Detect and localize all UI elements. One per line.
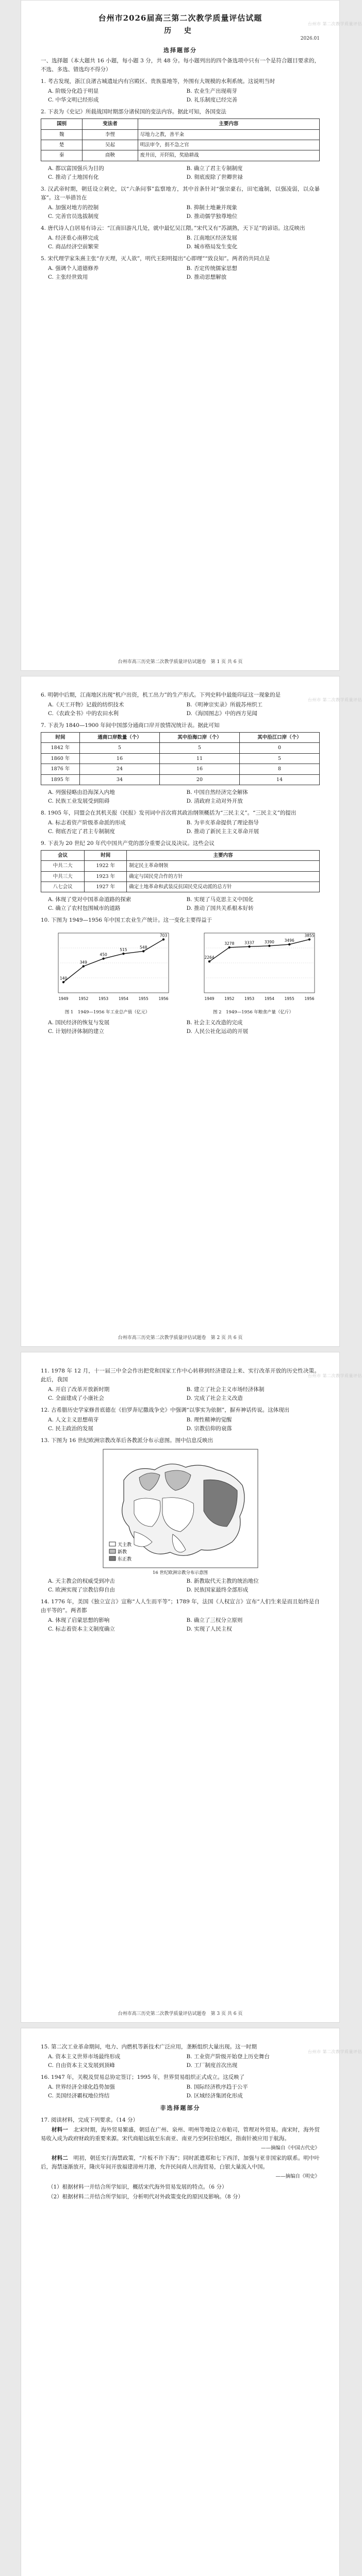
table-cell: 5 <box>239 753 319 764</box>
page-2 <box>21 676 362 1347</box>
question-options <box>48 1416 320 1433</box>
sub-question: （1）根据材料一并结合所学知识，概括宋代海外贸易发展的特点。（6 分） <box>48 2183 227 2190</box>
x-tick-label: 1949 <box>58 996 69 1002</box>
table-cell: 11 <box>159 753 239 764</box>
section-heading: 选择题部分 <box>163 46 197 54</box>
x-tick-label: 1954 <box>264 996 274 1002</box>
option-c[interactable]: C. 民主政治的发展 <box>48 1426 93 1432</box>
table-cell: 八七会议 <box>41 882 85 892</box>
option-d[interactable]: D. 推动儒学独尊地位 <box>186 213 238 219</box>
option-a[interactable]: A. 强调个人道德修养 <box>48 265 99 272</box>
data-point <box>228 946 231 948</box>
option-b[interactable]: B. 理性精神的觉醒 <box>186 1417 232 1423</box>
table-header: 其中沿江口岸（个） <box>239 733 319 743</box>
data-label: 3390 <box>264 940 274 945</box>
question-options <box>48 234 320 251</box>
question-options <box>48 2053 320 2070</box>
question-stem: 15. 第二次工业革命期间，电力、内燃机等新技术广泛应用，垄断组织大量出现。这一时期 <box>41 2044 257 2050</box>
question-stem: 7. 下表为 1840—1900 年间中国部分通商口岸开放情况统计表。据此可知 <box>41 722 220 728</box>
option-c[interactable]: C. 商品经济空前繁荣 <box>48 243 99 250</box>
table-row <box>41 882 320 892</box>
x-tick-label: 1956 <box>304 996 315 1002</box>
data-label: 349 <box>79 960 87 965</box>
chart-title: 图 1 1949—1956 年工业总产值（亿元） <box>64 1010 150 1015</box>
chart-industry <box>41 928 174 1016</box>
exam-subject: 历 史 <box>164 27 196 36</box>
table-row <box>41 764 320 774</box>
legend-swatch-catholic <box>109 1542 116 1546</box>
table-row <box>41 871 320 882</box>
option-b[interactable]: B. 抑制土地兼并现象 <box>186 204 237 211</box>
option-c[interactable]: C. 彻底否定了君主专制制度 <box>48 828 115 835</box>
option-d[interactable]: D. 区域经济集团化形成 <box>186 2093 243 2099</box>
data-point <box>122 953 124 955</box>
table-cell: 制定民主革命纲领 <box>127 861 320 871</box>
legend-swatch-orthodox <box>109 1556 116 1561</box>
x-tick-label: 1952 <box>224 996 235 1002</box>
x-tick-label: 1949 <box>204 996 215 1002</box>
data-point <box>288 943 290 945</box>
data-point <box>142 950 144 952</box>
table-cell: 废井田，开阡陌，奖励耕战 <box>138 150 319 161</box>
europe-map <box>41 1449 320 1568</box>
option-c[interactable]: C. 标志着资本主义制度确立 <box>48 1625 115 1632</box>
option-a[interactable]: A. 人文主义思想萌芽 <box>48 1417 99 1423</box>
option-a[interactable]: A. 开启了改革开放新时期 <box>48 1386 110 1393</box>
question-stem: 17. 阅读材料，完成下列要求。（14 分） <box>41 2116 138 2123</box>
question-options <box>48 164 320 182</box>
table-cell: 中共三大 <box>41 871 85 882</box>
option-b[interactable]: B. 新教取代天主教的统治地位 <box>186 1578 259 1584</box>
question-stem: 12. 古希腊历史学家修昔底德在《伯罗奔尼撒战争史》中强调“以事实为依据”，摒弃神话传说。这体现出 <box>41 1407 290 1413</box>
material-paragraph <box>41 2154 320 2172</box>
option-d[interactable]: D. 人民公社化运动的开展 <box>186 1028 249 1035</box>
data-label: 2264 <box>204 955 215 960</box>
table-cell: 明法审令，捐不急之官 <box>138 140 319 150</box>
table-header: 变法者 <box>83 119 138 129</box>
table-cell: 1876 年 <box>41 764 80 774</box>
question-table <box>41 118 320 161</box>
question-stem: 14. 1776 年，美国《独立宣言》宣称“人人生而平等”；1789 年，法国《人权宣言》宣布“人们生来是而且始终是自由平等的”。两者都 <box>41 1598 320 1614</box>
table-cell: 8 <box>239 764 319 774</box>
option-d[interactable]: D. 清政府主动对外开放 <box>186 798 243 804</box>
data-label: 548 <box>140 945 147 950</box>
option-c[interactable]: C. 中华文明已经形成 <box>48 97 99 104</box>
table-cell: 16 <box>159 764 239 774</box>
question-stem: 13. 下图为 16 世纪欧洲宗教改革后各教派分布示意图。图中信息反映出 <box>41 1437 213 1444</box>
question-options <box>48 701 320 718</box>
option-d[interactable]: D. 城市格局发生变化 <box>186 243 238 250</box>
option-a[interactable]: A. 国民经济的恢复与发展 <box>48 1020 110 1026</box>
table-header: 主要内容 <box>127 850 320 860</box>
data-point <box>62 981 64 984</box>
exam-title: 台州市2026届高三第二次教学质量评估试题 <box>98 13 262 23</box>
option-c[interactable]: C. 推动了土地国有化 <box>48 174 99 180</box>
table-cell: 1923 年 <box>85 871 127 882</box>
option-c[interactable]: C. 全面建成了小康社会 <box>48 1395 104 1401</box>
question-stem: 1. 考古发现，浙江良渚古城遗址内有宫殿区、贵族墓地等，外围有大规模的水利系统。这说明当时 <box>41 78 275 85</box>
option-a[interactable]: A. 资本主义世界市场最终形成 <box>48 2054 121 2060</box>
legend-swatch-protestant <box>109 1549 116 1553</box>
table-cell: 1895 年 <box>41 774 80 785</box>
table-cell: 确定与国民党合作的方针 <box>127 871 320 882</box>
table-row <box>41 140 320 150</box>
material-source: ——摘编自《中国古代史》 <box>260 2145 320 2151</box>
option-c[interactable]: C. 美国经济霸权地位终结 <box>48 2093 110 2099</box>
question-stem: 6. 明朝中后期，江南地区出现“机户出资，机工出力”的生产形式。下列史料中最能印证这一现象的是 <box>41 692 281 698</box>
table-row <box>41 743 320 753</box>
exam-date: 2026.01 <box>300 36 320 41</box>
table-header: 会议 <box>41 850 85 860</box>
data-point <box>308 939 310 941</box>
option-a[interactable]: A. 体现了党对中国革命道路的探索 <box>48 896 131 903</box>
option-a[interactable]: A. 体现了启蒙思想的影响 <box>48 1617 110 1623</box>
question-options <box>48 1019 320 1036</box>
table-cell: 24 <box>79 764 159 774</box>
option-d[interactable]: D. 工厂制度首次出现 <box>186 2062 238 2069</box>
table-cell: 李悝 <box>83 129 138 140</box>
option-c[interactable]: C. 计划经济体制的建立 <box>48 1028 104 1035</box>
side-watermark: 台州市 第二次教学质量评估 <box>307 2049 362 2054</box>
option-b[interactable]: B. 建立了社会主义市场经济体制 <box>186 1386 265 1393</box>
option-b[interactable]: B. 工业资产阶级开始登上历史舞台 <box>186 2054 270 2060</box>
table-cell: 吴起 <box>83 140 138 150</box>
question-stem: 8. 1905 年，同盟会在其机关报《民报》发刊词中首次将其政治纲领概括为“三民主义”。“三民主义”的提出 <box>41 809 297 816</box>
option-d[interactable]: D. 推动了新民主主义革命开展 <box>186 828 259 835</box>
side-watermark: 台州市 第二次教学质量评估 <box>307 1374 362 1378</box>
option-b[interactable]: B. 社会主义改造的完成 <box>186 1020 243 1026</box>
option-a[interactable]: A. 都以富国强兵为目的 <box>48 165 104 172</box>
option-c[interactable]: C. 完善官员选拔制度 <box>48 213 99 219</box>
question-options <box>48 2083 320 2100</box>
option-d[interactable]: D. 实现了人民主权 <box>186 1625 232 1632</box>
option-d[interactable]: D. 推动了国共关系根本好转 <box>186 905 254 912</box>
table-cell: 秦 <box>41 150 83 161</box>
question-stem: 16. 1947 年，关税及贸易总协定签订；1995 年，世界贸易组织正式成立。这反映了 <box>41 2074 245 2080</box>
legend-catholic: 天主教 <box>117 1543 131 1548</box>
chart-title: 图 2 1949—1956 年粮食产量（亿斤） <box>212 1010 294 1015</box>
table-cell: 1927 年 <box>85 882 127 892</box>
question-options <box>48 204 320 221</box>
table-cell: 0 <box>239 743 319 753</box>
option-a[interactable]: A. 经济重心南移完成 <box>48 234 99 241</box>
section-instructions: 一、选择题（本大题共 16 小题，每小题 3 分，共 48 分。每小题列出的四个备选项中只有一个是符合题目要求的，不选、多选、错选均不得分） <box>41 58 320 73</box>
data-point <box>83 965 85 968</box>
data-point <box>102 958 104 960</box>
question-options <box>48 819 320 836</box>
table-cell: 1922 年 <box>85 861 127 871</box>
x-tick-label: 1952 <box>78 996 89 1002</box>
table-cell: 确定土地革命和武装反抗国民党反动派的总方针 <box>127 882 320 892</box>
table-cell: 楚 <box>41 140 83 150</box>
charts-row <box>41 928 320 1016</box>
question-options <box>48 264 320 282</box>
table-cell: 1842 年 <box>41 743 80 753</box>
data-label: 140 <box>59 976 68 981</box>
table-cell: 14 <box>239 774 319 785</box>
question-options <box>48 895 320 913</box>
exam-document <box>21 0 362 2576</box>
table-cell: 20 <box>159 774 239 785</box>
question-options <box>48 1577 320 1595</box>
table-header: 时间 <box>85 850 127 860</box>
data-label: 703 <box>159 933 168 938</box>
page-footer: 台州市高三历史第二次教学质量评估试题卷 第 2 页 共 6 页 <box>118 1335 243 1341</box>
question-stem: 11. 1978 年 12 月，十一届三中全会作出把党和国家工作中心转移到经济建设上来、实行改革开放的历史性决策。此后，我国 <box>41 1368 320 1383</box>
data-point <box>162 939 164 941</box>
question-options <box>48 788 320 806</box>
data-label: 515 <box>120 947 127 953</box>
option-b[interactable]: B. 江南地区经济发展 <box>186 234 237 241</box>
option-a[interactable]: A. 世界经济全球化趋势加强 <box>48 2084 115 2090</box>
option-b[interactable]: B.《明神宗实录》所载苏州织工 <box>186 702 263 708</box>
table-cell: 16 <box>79 753 159 764</box>
data-label: 3337 <box>244 940 255 945</box>
table-row <box>41 129 320 140</box>
option-d[interactable]: D. 礼乐制度已经完善 <box>186 97 238 104</box>
option-d[interactable]: D.《海国图志》中的西方见闻 <box>186 710 257 717</box>
table-cell: 商鞅 <box>83 150 138 161</box>
data-point <box>208 960 210 962</box>
option-d[interactable]: D. 彻底废除了世卿世禄 <box>186 174 243 180</box>
option-d[interactable]: D. 民族国家最终全部形成 <box>186 1586 249 1593</box>
data-point <box>268 945 270 947</box>
question-options <box>48 1616 320 1634</box>
page-footer: 台州市高三历史第二次教学质量评估试题卷 第 1 页 共 6 页 <box>118 659 243 665</box>
option-c[interactable]: C. 主张经世致用 <box>48 274 88 280</box>
question-stem: 2. 下表为《史记》所载战国时期部分诸侯国的变法内容。据此可知，各国变法 <box>41 109 226 115</box>
map-caption: 16 世纪欧洲宗教分布示意图 <box>152 1570 208 1575</box>
option-a[interactable]: A. 阶级分化趋于明显 <box>48 88 99 95</box>
table-header: 国别 <box>41 119 83 129</box>
data-point <box>248 946 250 948</box>
page-3 <box>21 1352 362 2023</box>
table-cell: 5 <box>159 743 239 753</box>
table-cell: 1860 年 <box>41 753 80 764</box>
question-table <box>41 850 320 893</box>
europe-religion-map <box>103 1449 258 1568</box>
line-chart-grain <box>187 928 320 1005</box>
page-footer: 台州市高三历史第二次教学质量评估试题卷 第 3 页 共 6 页 <box>118 2011 243 2017</box>
question-stem: 3. 汉武帝时期，朝廷设立刺史，以“六条问事”监察地方，其中首条针对“强宗豪右，田宅逾制，以强凌弱，以众暴寡”。这一举措旨在 <box>41 185 320 201</box>
option-c[interactable]: C.《农政全书》中的农田水利 <box>48 710 119 717</box>
question-stem: 9. 下表为 20 世纪 20 年代中国共产党的部分重要会议及决议。这些会议 <box>41 840 215 846</box>
option-b[interactable]: B. 中国自然经济完全解体 <box>186 789 248 795</box>
option-a[interactable]: A. 天主教会的权威受到冲击 <box>48 1578 115 1584</box>
x-tick-label: 1955 <box>138 996 149 1002</box>
table-row <box>41 753 320 764</box>
table-cell: 5 <box>79 743 159 753</box>
option-b[interactable]: B. 实现了马克思主义中国化 <box>186 896 254 903</box>
data-label: 3855 <box>304 933 315 938</box>
table-header: 其中沿海口岸（个） <box>159 733 239 743</box>
x-tick-label: 1955 <box>284 996 294 1002</box>
x-tick-label: 1956 <box>158 996 169 1002</box>
table-cell: 34 <box>79 774 159 785</box>
option-b[interactable]: B. 国际经济秩序趋于公平 <box>186 2084 248 2090</box>
option-b[interactable]: B. 为辛亥革命提供了理论指导 <box>186 819 259 826</box>
table-header: 时间 <box>41 733 80 743</box>
option-c[interactable]: C. 自由资本主义发展到顶峰 <box>48 2062 115 2069</box>
table-header: 主要内容 <box>138 119 319 129</box>
option-a[interactable]: A. 加强对地方的控制 <box>48 204 99 211</box>
question-stem: 4. 唐代诗人白居易有诗云：“江南旧游凡几处，就中最忆吴江隈。”宋代又有“苏湖熟，天下足”的谚语。这反映出 <box>41 225 305 231</box>
question-options <box>48 1385 320 1403</box>
option-c[interactable]: C. 欧洲实现了宗教信仰自由 <box>48 1586 115 1593</box>
material-label: 材料二 <box>52 2155 68 2162</box>
chart-grain <box>187 928 320 1016</box>
option-c[interactable]: C. 民族工业发展受到阻碍 <box>48 798 110 804</box>
option-d[interactable]: D. 推动思想解放 <box>186 274 227 280</box>
option-b[interactable]: B. 否定传统儒家思想 <box>186 265 237 272</box>
side-watermark: 台州市 第二次教学质量评估 <box>307 698 362 702</box>
x-tick-label: 1953 <box>244 996 255 1002</box>
legend-orthodox: 东正教 <box>117 1557 131 1562</box>
section-heading: 非选择题部分 <box>160 2105 201 2111</box>
question-stem: 10. 下图为 1949—1956 年中国工农业生产统计。这一变化主要得益于 <box>41 917 212 924</box>
option-c[interactable]: C. 确立了农村包围城市的道路 <box>48 905 121 912</box>
option-d[interactable]: D. 完成了社会主义改造 <box>186 1395 243 1401</box>
option-a[interactable]: A.《天工开物》记载的纺织技术 <box>48 702 124 708</box>
table-row <box>41 150 320 161</box>
x-tick-label: 1954 <box>118 996 128 1002</box>
option-d[interactable]: D. 宗教信仰的衰落 <box>186 1426 232 1432</box>
option-a[interactable]: A. 标志着资产阶级革命派的形成 <box>48 819 126 826</box>
table-row <box>41 774 320 785</box>
side-watermark: 台州市 第二次教学质量评估 <box>307 22 362 26</box>
option-b[interactable]: B. 农业生产出现萌芽 <box>186 88 237 95</box>
material-source: ——摘编自《明史》 <box>275 2174 320 2180</box>
table-header: 通商口岸数量（个） <box>79 733 159 743</box>
option-b[interactable]: B. 确立了三权分立原则 <box>186 1617 243 1623</box>
question-table <box>41 732 320 785</box>
data-label: 3278 <box>224 941 235 946</box>
page-1 <box>21 0 362 671</box>
data-label: 450 <box>100 953 107 958</box>
material-label: 材料一 <box>52 2126 68 2133</box>
question-stem: 5. 宋代理学家朱熹主张“存天理，灭人欲”，明代王阳明提出“心即理”“致良知”。两者的共同点是 <box>41 255 270 262</box>
option-b[interactable]: B. 确立了君主专制制度 <box>186 165 243 172</box>
table-row <box>41 861 320 871</box>
table-cell: 中共二大 <box>41 861 85 871</box>
page-4 <box>21 2028 362 2576</box>
table-cell: 尽地力之教，善平籴 <box>138 129 319 140</box>
data-label: 3496 <box>284 938 294 943</box>
option-a[interactable]: A. 列强侵略由沿海深入内地 <box>48 789 115 795</box>
material-paragraph <box>41 2126 320 2143</box>
line-chart-industry <box>41 928 174 1005</box>
question-options <box>48 87 320 105</box>
legend-protestant: 新教 <box>117 1550 127 1555</box>
sub-question: （2）根据材料二并结合所学知识，分析明代对外政策变化的原因及影响。（8 分） <box>48 2193 243 2200</box>
x-tick-label: 1953 <box>98 996 109 1002</box>
table-cell: 魏 <box>41 129 83 140</box>
material-text: 明初，朝廷实行海禁政策，“片板不许下海”；同时派遣郑和七下西洋，加强与亚非国家的联系。明中叶后，海禁逐渐放开，隆庆年间开放福建漳州月港，允许民间商人出海贸易，白银大量流入中国。 <box>41 2155 320 2171</box>
material-text: 北宋时期，海外贸易繁盛，朝廷在广州、泉州、明州等地设立市舶司，管理对外贸易。南宋时，海外贸易收入成为政府财政的重要来源。宋代商船远航至东南亚、南亚乃至阿拉伯地区，指南针被应用于航海。 <box>41 2126 320 2142</box>
